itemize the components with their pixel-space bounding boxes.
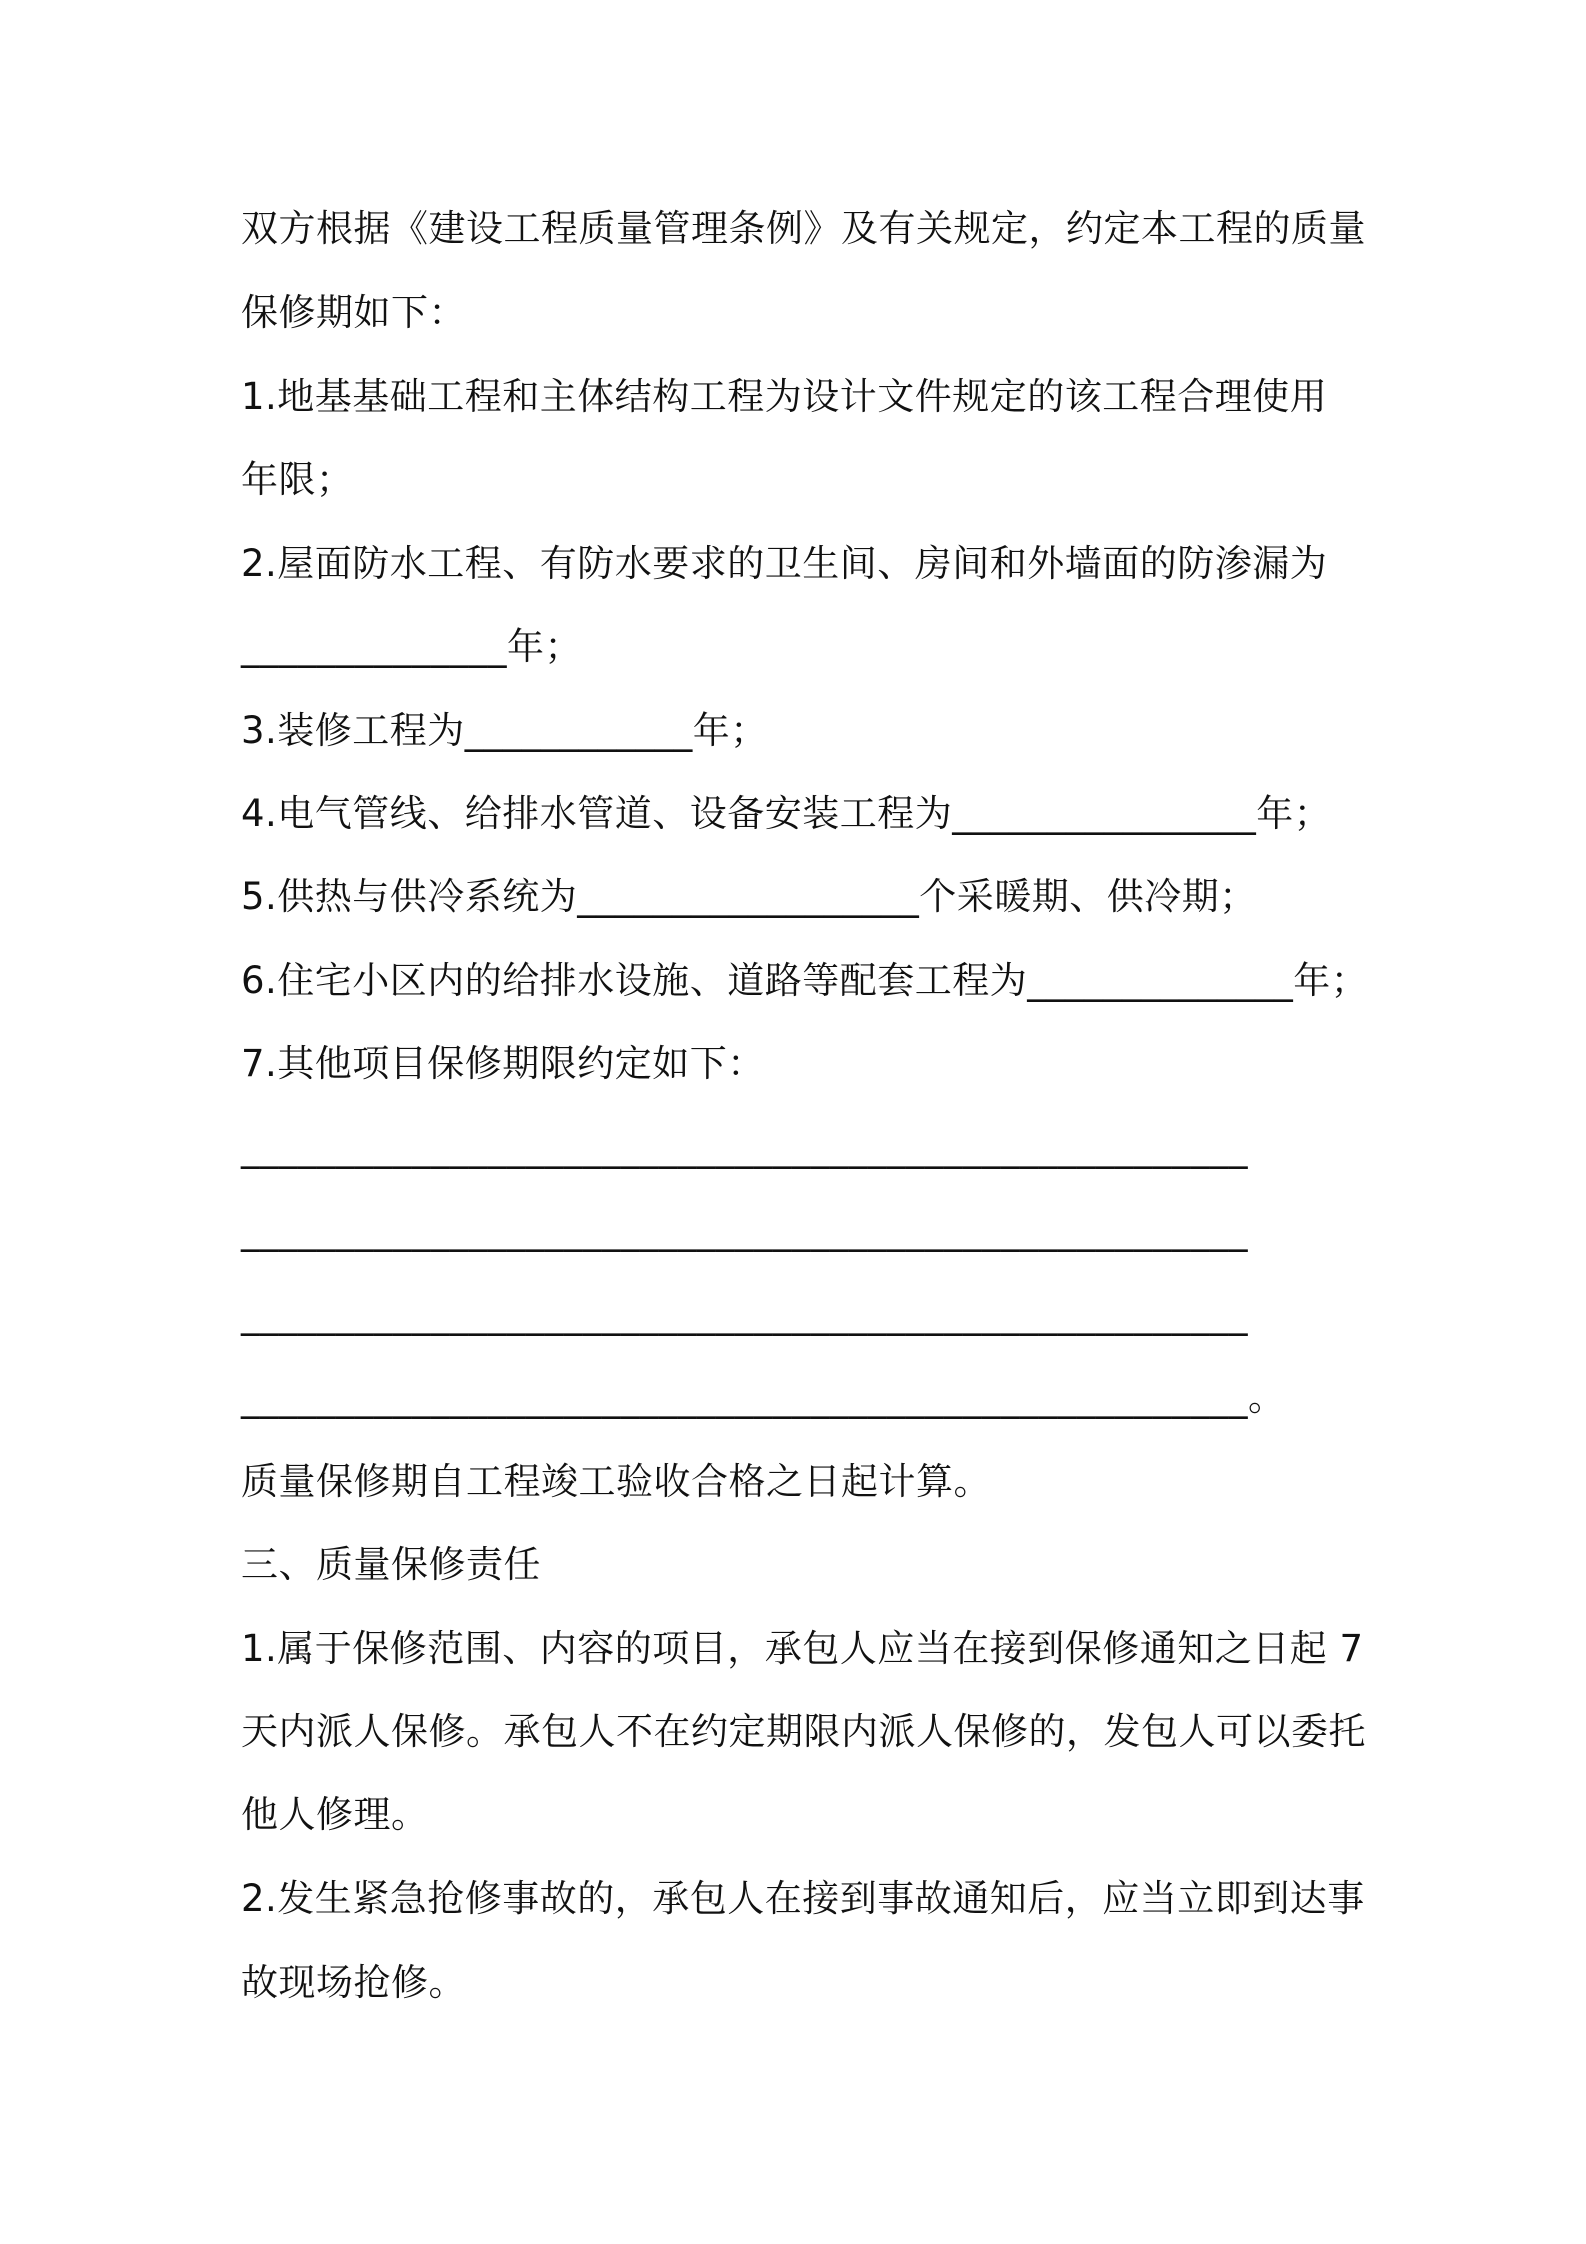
list-item-1-line: 年限； xyxy=(241,458,354,501)
list-item-3: 3.装修工程为____________年； xyxy=(241,709,768,752)
responsibility-item-1-line: 1.属于保修范围、内容的项目，承包人应当在接到保修通知之日起 7 xyxy=(241,1627,1364,1670)
responsibility-item-2-line: 2.发生紧急抢修事故的，承包人在接到事故通知后，应当立即到达事 xyxy=(241,1877,1365,1920)
list-item-5: 5.供热与供冷系统为__________________个采暖期、供冷期； xyxy=(241,875,1257,918)
list-item-2-line: ______________年； xyxy=(241,625,582,668)
paragraph-line: 双方根据《建设工程质量管理条例》及有关规定，约定本工程的质量 xyxy=(241,207,1366,250)
blank-fill-line: _____________________________________________________ xyxy=(241,1293,1248,1336)
list-item-1-line: 1.地基基础工程和主体结构工程为设计文件规定的该工程合理使用 xyxy=(241,375,1328,418)
list-item-4: 4.电气管线、给排水管道、设备安装工程为________________年； xyxy=(241,792,1332,835)
paragraph-line: 质量保修期自工程竣工验收合格之日起计算。 xyxy=(241,1460,991,1503)
list-item-7: 7.其他项目保修期限约定如下： xyxy=(241,1042,765,1085)
paragraph-line: 保修期如下： xyxy=(241,291,466,334)
blank-fill-line: _____________________________________________________。 xyxy=(241,1376,1286,1419)
list-item-2-line: 2.屋面防水工程、有防水要求的卫生间、房间和外墙面的防渗漏为 xyxy=(241,542,1328,585)
responsibility-item-1-line: 天内派人保修。承包人不在约定期限内派人保修的，发包人可以委托 xyxy=(241,1710,1366,1753)
blank-fill-line: _____________________________________________________ xyxy=(241,1209,1248,1252)
blank-fill-line: _____________________________________________________ xyxy=(241,1126,1248,1169)
list-item-6: 6.住宅小区内的给排水设施、道路等配套工程为______________年； xyxy=(241,959,1369,1002)
responsibility-item-1-line: 他人修理。 xyxy=(241,1793,429,1836)
responsibility-item-2-line: 故现场抢修。 xyxy=(241,1961,466,2004)
section-heading: 三、质量保修责任 xyxy=(241,1543,541,1586)
